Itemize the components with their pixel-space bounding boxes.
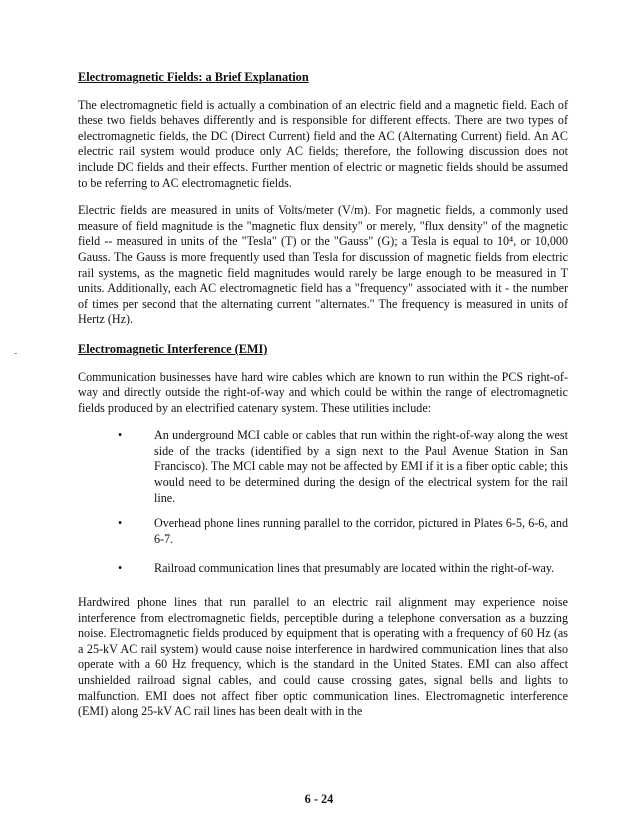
page-number: 6 - 24 bbox=[304, 792, 334, 806]
list-item-text: Railroad communication lines that presumably are located within the right-of-way. bbox=[154, 561, 555, 576]
list-item-text: An underground MCI cable or cables that run within the right-of-way along the west side of the tracks (identified by a sign next to the Paul Avenue Station in San Francisco). The MCI cable may not be affected by EMI if it is a fiber optic cable; this would need to be determined during the design of the electrical system for the rail line. bbox=[154, 428, 568, 505]
paragraph-emi-effects: Hardwired phone lines that run parallel to an electric rail alignment may experience noise interference from electromagnetic fields, perceptible during a telephone conversation as a buzzing noise. Electromagnetic fields produced by equipment that is operating with a frequency of 60 Hz (as a 25-kV AC rail system) would cause noise interference in hardwired communication lines that also operate with a 60 Hz frequency, which is the standard in the United States. EMI can also affect unshielded railroad signal cables, and could cause crossing gates, signal bells and lights to malfunction. EMI does not affect fiber optic communication lines. Electromagnetic interference (EMI) along 25-kV AC rail lines has been dealt with in the bbox=[78, 595, 568, 719]
bullet-icon: • bbox=[118, 428, 123, 443]
list-item bbox=[78, 561, 568, 577]
bullet-icon: • bbox=[118, 561, 123, 576]
paragraph-emi-intro: Communication businesses have hard wire cables which are known to run within the PCS right-of-way and directly outside the right-of-way and which could be within the range of electromagnetic fields produced by an electrified catenary system. These utilities include: bbox=[78, 369, 568, 415]
margin-mark bbox=[14, 353, 17, 354]
paragraph-em-field-intro: The electromagnetic field is actually a combination of an electric field and a magnetic field. Each of these two fields behaves differently and is responsible for different effects. There are two types of electromagnetic fields, the DC (Direct Current) field and the AC (Alternating Current) field. An AC electric rail system would produce only AC fields; therefore, the following discussion does not include DC fields and their effects. Further mention of electric or magnetic fields should be assumed to be referring to AC electromagnetic fields. bbox=[78, 97, 568, 190]
paragraph-field-units: Electric fields are measured in units of Volts/meter (V/m). For magnetic fields, a commonly used measure of field magnitude is the "magnetic flux density" or merely, "flux density" of the magnetic field -- measured in units of the "Tesla" (T) or the "Gauss" (G); a Tesla is equal to 10⁴, or 10,000 Gauss. The Gauss is more frequently used than Tesla for discussion of magnetic fields from electric rail systems, as the magnetic field magnitudes would rarely be large enough to be measured in T units. Additionally, each AC electromagnetic field has a "frequency" associated with it - the number of times per second that the alternating current "alternates." The frequency is measured in units of Hertz (Hz). bbox=[78, 203, 568, 327]
list-item bbox=[78, 428, 568, 506]
section-heading-emi: Electromagnetic Interference (EMI) bbox=[78, 341, 268, 356]
list-item bbox=[78, 516, 568, 547]
utilities-list bbox=[78, 428, 568, 577]
bullet-icon: • bbox=[118, 516, 123, 531]
section-heading-em-fields: Electromagnetic Fields: a Brief Explanation bbox=[78, 70, 309, 84]
document-page bbox=[78, 70, 568, 732]
list-item-text: Overhead phone lines running parallel to the corridor, pictured in Plates 6-5, 6-6, and 6-7. bbox=[154, 516, 568, 546]
